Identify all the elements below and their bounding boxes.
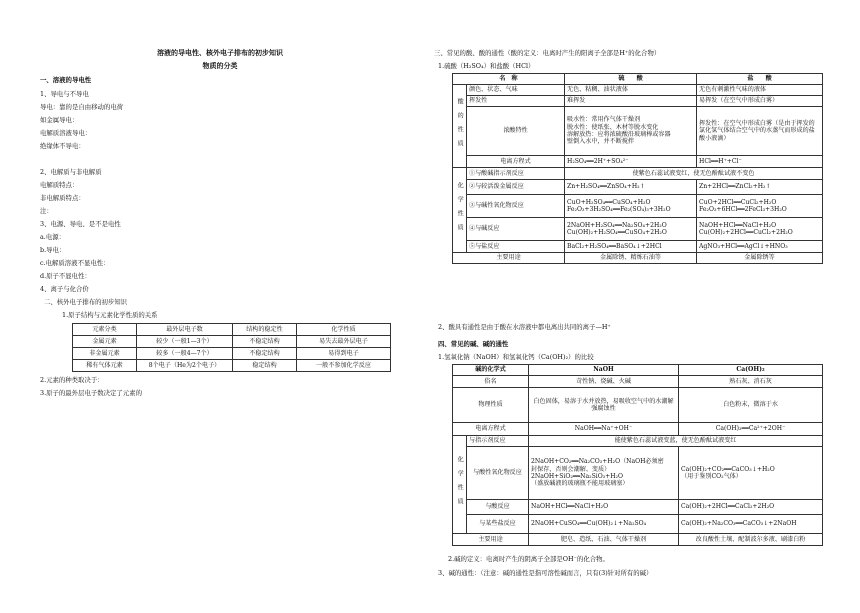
element-table xyxy=(72,323,391,372)
doc-subtitle: 物质的分类 xyxy=(202,61,238,70)
row-label: ③与碱性氧化物反应 xyxy=(467,195,565,218)
table-cell: 不稳定结构 xyxy=(233,336,297,348)
table-cell xyxy=(697,218,823,241)
subheading: 1.氢氧化钠（NaOH）和氢氧化钙（Ca(OH)₂）的比较 xyxy=(438,353,594,361)
table-header-cell: NaOH xyxy=(529,365,679,376)
table-cell: H₂SO₄══2H⁺+SO₄²⁻ xyxy=(565,156,697,168)
table-header-cell: 碱的化学式 xyxy=(453,365,529,376)
row-label: 电离方程式 xyxy=(453,423,529,436)
table-row xyxy=(73,336,391,348)
table-cell: 易失去最外层电子 xyxy=(297,336,391,348)
group-label: 化学性质 xyxy=(453,168,467,253)
row-label: 颜色、状态、气味 xyxy=(467,85,565,96)
table-cell: Ca(OH)₂+2HCl══CaCl₂+2H₂O xyxy=(679,500,823,515)
group-label: 化学性质 xyxy=(453,436,467,534)
text-line: 注： xyxy=(40,207,53,215)
table-cell: Zn+2HCl══ZnCl₂+H₂↑ xyxy=(697,180,823,195)
table-cell: 熟石灰、消石灰 xyxy=(679,376,823,388)
doc-title: 溶液的导电性、核外电子排布的初步知识 xyxy=(157,48,283,57)
text-line: 电解质特点： xyxy=(40,181,79,189)
section-heading: 三、常见的酸、酸的通性（酸的定义：电离时产生的阳离子全部是H⁺的化合物） xyxy=(434,49,661,57)
subheading: 3、电源、导电、是不是电性 xyxy=(40,220,121,228)
table-header-cell: 结构的稳定性 xyxy=(233,324,297,336)
table-row xyxy=(453,96,823,107)
group-label: 酸的性质 xyxy=(453,85,467,168)
row-label: 与某些盐反应 xyxy=(467,515,529,534)
cell-line: 2NaOH+SiO₂══Na₂SiO₃+H₂O xyxy=(531,473,623,480)
section-heading: 四、常见的碱、碱的通性 xyxy=(438,340,509,348)
cell-line: 2NaOH+CO₂══Na₂CO₃+H₂O（NaOH必须密 xyxy=(531,458,664,466)
cell-line: 封保存，否则会潮解、变质） xyxy=(531,465,611,473)
table-row xyxy=(453,180,823,195)
acid-table xyxy=(452,73,823,264)
table-row xyxy=(453,195,823,218)
table-cell: 较多（一般4—7个） xyxy=(137,348,233,360)
row-label: 与指示剂反应 xyxy=(467,436,529,447)
row-label: 与酸反应 xyxy=(467,500,529,515)
row-label: 电离方程式 xyxy=(467,156,565,168)
text-line: 3.原子的最外层电子数决定了元素的 xyxy=(40,389,142,397)
table-cell xyxy=(679,447,823,500)
table-cell xyxy=(565,195,697,218)
row-label: ⑤与盐反应 xyxy=(467,241,565,253)
cell-line: Fe₂O₃+6HCl══2FeCl₃+3H₂O xyxy=(699,206,787,213)
table-cell: BaCl₂+H₂SO₄══BaSO₄↓+2HCl xyxy=(565,241,697,253)
text-line: 导电：靠的是自由移动的电荷 xyxy=(40,103,124,111)
table-cell: 白色粉末，微溶于水 xyxy=(679,388,823,423)
table-cell: 较少（一般1—3个） xyxy=(137,336,233,348)
table-row xyxy=(453,376,823,388)
cell-line: Fe₂O₃+3H₂SO₄══Fe₂(SO₄)₃+3H₂O xyxy=(567,206,671,213)
table-cell: 白色固体，易溶于水并放热，易吸收空气中的水潮解强腐蚀性 xyxy=(529,388,679,423)
cell-line: CuO+H₂SO₄══CuSO₄+H₂O xyxy=(567,198,651,206)
table-cell xyxy=(529,447,679,500)
cell-line: CuO+2HCl══CuCl₂+H₂O xyxy=(699,198,777,206)
table-cell: 改良酸性土壤、配制波尔多液、刷漆白粉 xyxy=(679,534,823,546)
table-row xyxy=(453,515,823,534)
table-cell: 使紫色石蕊试液变红，使无色酚酞试液不变色 xyxy=(565,168,823,180)
table-cell: 能使紫色石蕊试液变蓝，使无色酚酞试液变红 xyxy=(529,436,823,447)
text-line: 2、酸具有通性是由于酸在水溶液中都电离出共同的离子—H⁺ xyxy=(438,323,611,331)
table-row xyxy=(453,500,823,515)
section-heading: 二、核外电子排布的初步知识 xyxy=(44,298,128,306)
row-label: 挥发性 xyxy=(467,96,565,107)
table-cell: 难挥发 xyxy=(565,96,697,107)
cell-line: 吸水性：常用作气体干燥剂 xyxy=(567,116,641,124)
table-cell: HCl══H⁺+Cl⁻ xyxy=(697,156,823,168)
row-label: ①与酸碱指示剂反应 xyxy=(467,168,565,180)
row-label: 与酸性氧化物反应 xyxy=(467,447,529,500)
subheading: 1、导电与不导电 xyxy=(40,90,89,98)
row-label: 主要用途 xyxy=(453,253,565,264)
table-header-row xyxy=(453,74,823,85)
table-cell: 肥皂、造纸、石油、气体干燥剂 xyxy=(529,534,679,546)
table-cell: 不稳定结构 xyxy=(233,348,297,360)
row-label: 俗名 xyxy=(453,376,529,388)
table-row xyxy=(453,436,823,447)
table-cell: 一般不参加化学反应 xyxy=(297,360,391,372)
table-cell xyxy=(565,107,697,156)
table-cell: 非金属元素 xyxy=(73,348,137,360)
table-row xyxy=(453,534,823,546)
table-header-cell: 盐 酸 xyxy=(697,74,823,85)
cell-line: 脱水性：使纸张、木材等脱水变化 xyxy=(567,123,659,131)
cell-line: Ca(OH)₂+CO₂══CaCO₃↓+H₂O xyxy=(681,465,775,473)
subheading: 2、电解质与非电解质 xyxy=(40,168,102,176)
table-row xyxy=(453,218,823,241)
table-cell: 挥发性：在空气中形成白雾（是由于挥发的氯化氢气体结合空气中的水蒸气而形成的盐酸小液滴） xyxy=(697,107,823,156)
text-line: a.电源： xyxy=(40,233,66,241)
cell-line: Cu(OH)₂+2HCl══CuCl₂+2H₂O xyxy=(699,229,793,236)
table-cell: Ca(OH)₂+Na₂CO₃══CaCO₃↓+2NaOH xyxy=(679,515,823,534)
table-row xyxy=(453,253,823,264)
table-cell: AgNO₃+HCl══AgCl↓+HNO₃ xyxy=(697,241,823,253)
subheading: 1.原子结构与元素化学性质的关系 xyxy=(62,311,158,319)
table-row xyxy=(453,423,823,436)
text-line: 非电解质特点： xyxy=(40,194,85,202)
table-row xyxy=(453,156,823,168)
table-cell: 稳定结构 xyxy=(233,360,297,372)
section-heading: 一、溶液的导电性 xyxy=(40,76,92,84)
table-cell: Ca(OH)₂══Ca²⁺+2OH⁻ xyxy=(679,423,823,436)
table-header-cell: 硫 酸 xyxy=(565,74,697,85)
table-row xyxy=(453,85,823,96)
row-label: 物理性质 xyxy=(453,388,529,423)
table-cell: Zn+H₂SO₄══ZnSO₄+H₂↑ xyxy=(565,180,697,195)
table-cell: NaOH+HCl══NaCl+H₂O xyxy=(529,500,679,515)
text-line: 2.元素的种类取决于： xyxy=(40,376,104,384)
table-cell: 2NaOH+CuSO₄══Cu(OH)₂↓+Na₂SO₄ xyxy=(529,515,679,534)
text-line: d.原子不显电性： xyxy=(40,272,91,280)
cell-line: 2NaOH+H₂SO₄══Na₂SO₄+2H₂O xyxy=(567,221,667,229)
cell-line: NaOH+HCl══NaCl+H₂O xyxy=(699,221,777,229)
cell-line: 溶解放热：应将浓硫酸沿玻璃棒或容器 xyxy=(567,131,671,138)
table-cell: NaOH══Na⁺+OH⁻ xyxy=(529,423,679,436)
table-cell: 金属元素 xyxy=(73,336,137,348)
text-line: c.电解质溶液不显电性： xyxy=(40,259,110,267)
cell-line: （盛放碱液的玻璃瓶不能用玻璃塞） xyxy=(531,480,629,488)
subheading: 1.硫酸（H₂SO₄）和盐酸（HCl） xyxy=(438,62,535,70)
text-line: 绝缘体不导电： xyxy=(40,142,85,150)
row-label: 浓酸特性 xyxy=(467,107,565,156)
table-cell: 苛性钠、烧碱、火碱 xyxy=(529,376,679,388)
table-header-cell: 元素分类 xyxy=(73,324,137,336)
table-row xyxy=(453,241,823,253)
table-cell: 易得到电子 xyxy=(297,348,391,360)
text-line: b.导电： xyxy=(40,246,66,254)
cell-line: 壁倒入水中，并不断搅拌 xyxy=(567,138,635,146)
table-cell: 易挥发（在空气中形成白雾） xyxy=(697,96,823,107)
table-row xyxy=(73,348,391,360)
table-header-row xyxy=(73,324,391,336)
text-line: 电解质溶液导电： xyxy=(40,129,92,137)
cell-line: （用于鉴别CO₂气体） xyxy=(681,473,742,480)
table-header-cell: Ca(OH)₂ xyxy=(679,365,823,376)
table-row xyxy=(453,388,823,423)
table-cell: 无色有刺激性气味的液体 xyxy=(697,85,823,96)
text-line: 如金属导电： xyxy=(40,116,79,124)
table-cell xyxy=(565,218,697,241)
table-row xyxy=(73,360,391,372)
table-header-row xyxy=(453,365,823,376)
table-cell xyxy=(697,195,823,218)
table-header-cell: 化学性质 xyxy=(297,324,391,336)
table-cell: 稀有气体元素 xyxy=(73,360,137,372)
table-cell: 金属除锈、精炼石油等 xyxy=(565,253,697,264)
text-line: 2.碱的定义：电离时产生的阴离子全部是OH⁻的化合物。 xyxy=(448,555,609,563)
table-row xyxy=(453,168,823,180)
table-cell: 无色、粘稠、油状液体 xyxy=(565,85,697,96)
table-header-cell: 名 称 xyxy=(453,74,565,85)
table-cell: 金属除锈等 xyxy=(697,253,823,264)
table-row xyxy=(453,107,823,156)
row-label: ②与较活泼金属反应 xyxy=(467,180,565,195)
table-cell: 8个电子（He为2个电子） xyxy=(137,360,233,372)
subheading: 4、离子与化合价 xyxy=(40,285,89,293)
table-row xyxy=(453,447,823,500)
table-header-cell: 最外层电子数 xyxy=(137,324,233,336)
cell-line: Cu(OH)₂+H₂SO₄══CuSO₄+2H₂O xyxy=(567,229,667,236)
row-label: ④与碱反应 xyxy=(467,218,565,241)
row-label: 主要用途 xyxy=(453,534,529,546)
base-table xyxy=(452,364,823,546)
text-line: 3、碱的通性：（注意：碱的通性是指可溶性碱而言，只有(3)针对所有的碱） xyxy=(438,569,653,577)
